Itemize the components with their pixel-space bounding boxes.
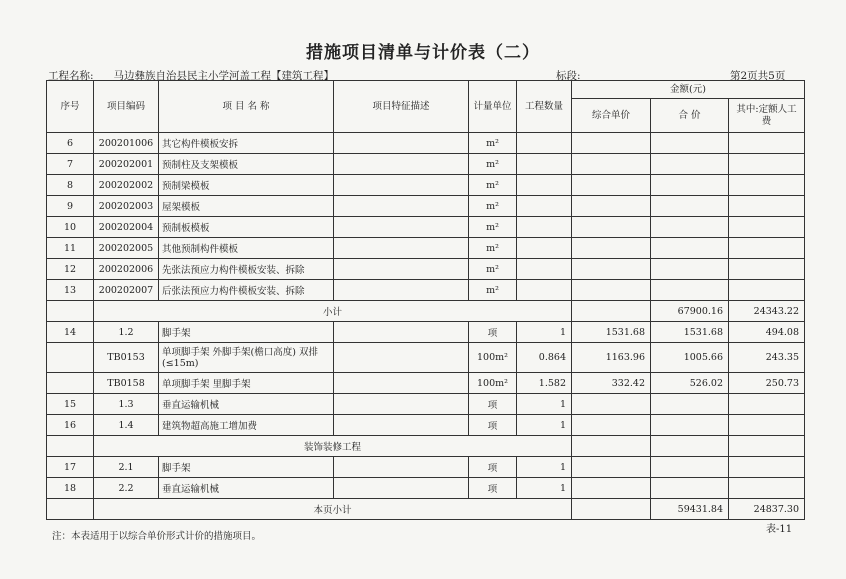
cell-qty <box>517 196 572 217</box>
cell-name: 后张法预应力构件模板安装、拆除 <box>159 280 334 301</box>
cell-feature <box>334 217 469 238</box>
cell-labor <box>729 259 805 280</box>
cell-total: 1531.68 <box>651 322 729 343</box>
cell-labor <box>729 238 805 259</box>
cell-total <box>651 280 729 301</box>
table-row <box>47 373 805 394</box>
cell-feature <box>334 196 469 217</box>
cell-unit-price <box>572 280 651 301</box>
cell-code: 200202007 <box>94 280 159 301</box>
cell-name: 单项脚手架 里脚手架 <box>159 373 334 394</box>
footnote: 注：本表适用于以综合单价形式计价的措施项目。 <box>52 531 262 542</box>
cell-seq <box>47 343 94 373</box>
project-label: 工程名称: <box>48 70 94 82</box>
cell-qty: 1 <box>517 415 572 436</box>
cell-feature <box>334 322 469 343</box>
cell-labor <box>729 394 805 415</box>
cell-feature <box>334 259 469 280</box>
cell-unit-price <box>572 478 651 499</box>
cell-labor <box>729 154 805 175</box>
table-row <box>47 259 805 280</box>
section-label: 标段: <box>556 70 581 82</box>
table-row <box>47 154 805 175</box>
cell-labor <box>729 196 805 217</box>
cell-code: 200202002 <box>94 175 159 196</box>
cell-total <box>651 154 729 175</box>
cell-labor <box>729 175 805 196</box>
cell-labor <box>729 478 805 499</box>
cell-unit-price <box>572 259 651 280</box>
cell-seq <box>47 373 94 394</box>
table-body <box>47 133 805 520</box>
cell-seq: 6 <box>47 133 94 154</box>
cell-feature <box>334 133 469 154</box>
cell-seq: 7 <box>47 154 94 175</box>
cell-total <box>651 394 729 415</box>
cell-seq: 17 <box>47 457 94 478</box>
cell-unit: m² <box>469 154 517 175</box>
cell-seq: 15 <box>47 394 94 415</box>
cell-name: 预制梁模板 <box>159 175 334 196</box>
cell-qty <box>517 133 572 154</box>
table-row <box>47 280 805 301</box>
cell-total <box>651 259 729 280</box>
header-name: 项 目 名 称 <box>159 81 334 133</box>
cell-seq: 8 <box>47 175 94 196</box>
cell-unit: m² <box>469 133 517 154</box>
table-row <box>47 478 805 499</box>
cell-labor <box>729 133 805 154</box>
cell-labor: 494.08 <box>729 322 805 343</box>
cell-qty: 1 <box>517 478 572 499</box>
cell-total <box>651 175 729 196</box>
cell-qty <box>517 175 572 196</box>
cell-labor: 24343.22 <box>729 301 805 322</box>
cell-seq: 18 <box>47 478 94 499</box>
cell-labor <box>729 217 805 238</box>
cell-unit: 项 <box>469 415 517 436</box>
cell-code: 200202004 <box>94 217 159 238</box>
cell-feature <box>334 175 469 196</box>
table-row <box>47 343 805 373</box>
cell-unit-price <box>572 499 651 520</box>
section-row <box>47 436 805 457</box>
cell-qty: 1.582 <box>517 373 572 394</box>
cell-unit: 项 <box>469 457 517 478</box>
cell-feature <box>334 343 469 373</box>
cell-code: 1.2 <box>94 322 159 343</box>
cell-seq: 14 <box>47 322 94 343</box>
cell-unit-price: 1163.96 <box>572 343 651 373</box>
cell-labor: 250.73 <box>729 373 805 394</box>
table-row <box>47 457 805 478</box>
cell-unit: 100m² <box>469 373 517 394</box>
cell-name: 其它构件模板安拆 <box>159 133 334 154</box>
page-info: 第2页共5页 <box>730 70 786 82</box>
header-code: 项目编码 <box>94 81 159 133</box>
cell-labor: 243.35 <box>729 343 805 373</box>
cell-unit-price <box>572 238 651 259</box>
cell-total <box>651 133 729 154</box>
cell-unit: 项 <box>469 394 517 415</box>
cell-seq: 9 <box>47 196 94 217</box>
project-name: 马边彝族自治县民主小学河盖工程【建筑工程】 <box>113 70 335 82</box>
cell-total <box>651 238 729 259</box>
cell-feature <box>334 415 469 436</box>
cell-code: 200202005 <box>94 238 159 259</box>
cell-unit-price <box>572 457 651 478</box>
cell-name: 脚手架 <box>159 457 334 478</box>
cell-feature <box>334 478 469 499</box>
cell-qty: 0.864 <box>517 343 572 373</box>
cell-feature <box>334 373 469 394</box>
cell-seq: 12 <box>47 259 94 280</box>
cell-empty <box>47 436 94 457</box>
cell-seq: 10 <box>47 217 94 238</box>
cell-code: 200202006 <box>94 259 159 280</box>
cell-unit: 项 <box>469 478 517 499</box>
header-seq: 序号 <box>47 81 94 133</box>
cell-code: 1.3 <box>94 394 159 415</box>
cell-unit-price <box>572 436 651 457</box>
cell-section-label: 装饰装修工程 <box>94 436 572 457</box>
cell-qty <box>517 259 572 280</box>
cell-unit: m² <box>469 238 517 259</box>
cell-name: 先张法预应力构件模板安装、拆除 <box>159 259 334 280</box>
cell-qty <box>517 280 572 301</box>
cell-unit-price <box>572 217 651 238</box>
cell-name: 预制柱及支架模板 <box>159 154 334 175</box>
cell-qty <box>517 217 572 238</box>
form-number: 表-11 <box>766 524 793 535</box>
header-feature: 项目特征描述 <box>334 81 469 133</box>
cell-seq: 11 <box>47 238 94 259</box>
table-row <box>47 175 805 196</box>
cell-total <box>651 436 729 457</box>
subtotal-row <box>47 301 805 322</box>
cell-labor <box>729 436 805 457</box>
header-total: 合 价 <box>651 99 729 133</box>
cell-unit-price <box>572 301 651 322</box>
table-row <box>47 415 805 436</box>
table-row <box>47 238 805 259</box>
cell-name: 建筑物超高施工增加费 <box>159 415 334 436</box>
cell-name: 垂直运输机械 <box>159 394 334 415</box>
cell-label: 本页小计 <box>94 499 572 520</box>
header-labor: 其中:定额人工费 <box>729 99 805 133</box>
cell-feature <box>334 457 469 478</box>
cell-seq: 13 <box>47 280 94 301</box>
cell-empty <box>47 499 94 520</box>
cell-name: 屋架模板 <box>159 196 334 217</box>
cell-total: 67900.16 <box>651 301 729 322</box>
cell-unit-price <box>572 196 651 217</box>
cell-qty <box>517 154 572 175</box>
cell-unit-price <box>572 133 651 154</box>
table-row <box>47 322 805 343</box>
cell-total <box>651 415 729 436</box>
cell-code: 2.1 <box>94 457 159 478</box>
cell-code: 200201006 <box>94 133 159 154</box>
cell-labor: 24837.30 <box>729 499 805 520</box>
header-amount: 金额(元) <box>572 81 805 99</box>
cell-unit: 项 <box>469 322 517 343</box>
cell-unit-price <box>572 415 651 436</box>
cell-unit: m² <box>469 259 517 280</box>
cell-name: 垂直运输机械 <box>159 478 334 499</box>
cell-unit: m² <box>469 280 517 301</box>
cell-total <box>651 217 729 238</box>
cell-name: 其他预制构件模板 <box>159 238 334 259</box>
cell-unit: m² <box>469 196 517 217</box>
cell-unit-price: 1531.68 <box>572 322 651 343</box>
cell-name: 脚手架 <box>159 322 334 343</box>
table-row <box>47 394 805 415</box>
cell-total: 526.02 <box>651 373 729 394</box>
cell-code: 200202001 <box>94 154 159 175</box>
header-unit-price: 综合单价 <box>572 99 651 133</box>
table-row <box>47 133 805 154</box>
cell-qty: 1 <box>517 457 572 478</box>
cell-name: 单项脚手架 外脚手架(檐口高度) 双排(≤15m) <box>159 343 334 373</box>
cell-total: 1005.66 <box>651 343 729 373</box>
cell-total: 59431.84 <box>651 499 729 520</box>
cell-unit: m² <box>469 175 517 196</box>
cell-code: 200202003 <box>94 196 159 217</box>
measures-table <box>46 80 805 520</box>
cell-total <box>651 457 729 478</box>
cell-feature <box>334 280 469 301</box>
cell-code: TB0158 <box>94 373 159 394</box>
header-qty: 工程数量 <box>517 81 572 133</box>
page-title: 措施项目清单与计价表（二） <box>306 43 540 63</box>
cell-feature <box>334 394 469 415</box>
cell-unit-price <box>572 175 651 196</box>
cell-qty: 1 <box>517 322 572 343</box>
cell-total <box>651 478 729 499</box>
cell-unit: m² <box>469 217 517 238</box>
cell-qty <box>517 238 572 259</box>
cell-unit-price <box>572 154 651 175</box>
cell-name: 预制板模板 <box>159 217 334 238</box>
cell-seq: 16 <box>47 415 94 436</box>
cell-code: 2.2 <box>94 478 159 499</box>
cell-code: TB0153 <box>94 343 159 373</box>
header-unit: 计量单位 <box>469 81 517 133</box>
cell-labor <box>729 415 805 436</box>
cell-label: 小计 <box>94 301 572 322</box>
cell-unit: 100m² <box>469 343 517 373</box>
cell-unit-price: 332.42 <box>572 373 651 394</box>
cell-labor <box>729 280 805 301</box>
cell-unit-price <box>572 394 651 415</box>
table-row <box>47 196 805 217</box>
cell-feature <box>334 154 469 175</box>
cell-qty: 1 <box>517 394 572 415</box>
cell-feature <box>334 238 469 259</box>
table-row <box>47 217 805 238</box>
cell-labor <box>729 457 805 478</box>
cell-total <box>651 196 729 217</box>
cell-empty <box>47 301 94 322</box>
cell-code: 1.4 <box>94 415 159 436</box>
page-total-row <box>47 499 805 520</box>
